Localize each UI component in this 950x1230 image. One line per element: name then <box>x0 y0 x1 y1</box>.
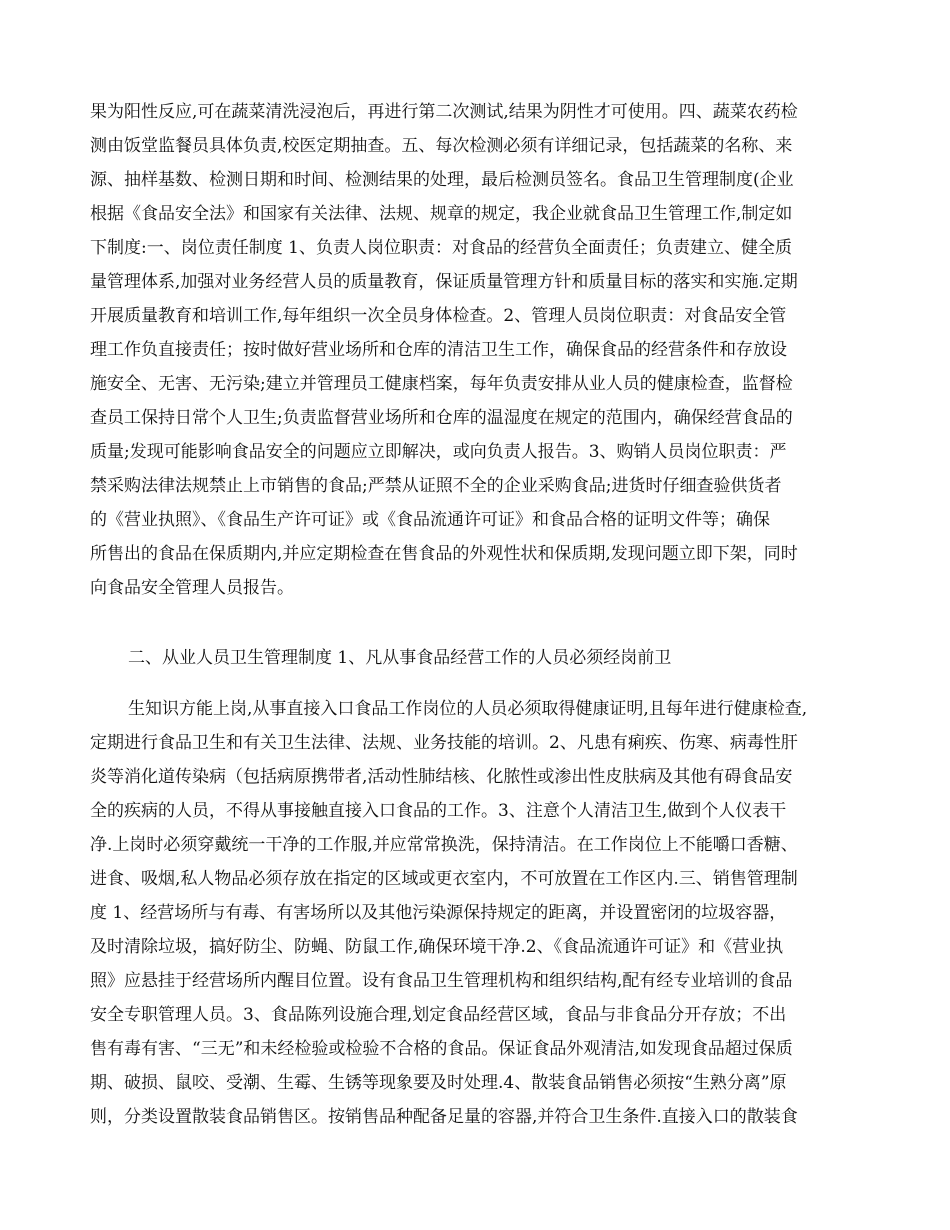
text-line: 禁采购法律法规禁止上市销售的食品;严禁从证照不全的企业采购食品;进货时仔细查验供货者 <box>90 476 782 496</box>
text-line: 查员工保持日常个人卫生;负责监督营业场所和仓库的温湿度在规定的范围内，确保经营食品的 <box>90 408 793 428</box>
text-line: 期、破损、鼠咬、受潮、生霉、生锈等现象要及时处理.4、散装食品销售必须按“生熟分离”原 <box>90 1073 787 1093</box>
text-line: 照》应悬挂于经营场所内醒目位置。设有食品卫生管理机构和组织结构,配有经专业培训的食品 <box>90 971 793 991</box>
paragraph-staff-hygiene <box>90 692 870 1134</box>
text-line: 向食品安全管理人员报告。 <box>90 578 294 598</box>
text-line: 则，分类设置散装食品销售区。按销售品种配备足量的容器,并符合卫生条件.直接入口的散装食 <box>90 1107 798 1127</box>
text-line: 下制度:一、岗位责任制度 1、负责人岗位职责：对食品的经营负全面责任；负责建立、健全质 <box>90 238 792 258</box>
text-line: 度 1、经营场所与有毒、有害场所以及其他污染源保持规定的距离，并设置密闭的垃圾容器， <box>90 903 787 923</box>
text-line: 安全专职管理人员。3、食品陈列设施合理,划定食品经营区域，食品与非食品分开存放；不出 <box>90 1005 787 1025</box>
text-line: 炎等消化道传染病（包括病原携带者,活动性肺结核、化脓性或渗出性皮肤病及其他有碍食品安 <box>90 767 793 787</box>
text-line: 理工作负直接责任；按时做好营业场所和仓库的清洁卫生工作，确保食品的经营条件和存放设 <box>90 340 787 360</box>
heading-line: 二、从业人员卫生管理制度 1、凡从事食品经营工作的人员必须经岗前卫 <box>128 648 672 668</box>
text-line: 质量;发现可能影响食品安全的问题应立即解决，或向负责人报告。3、购销人员岗位职责：严 <box>90 442 787 462</box>
paragraph-food-safety-duties <box>90 95 870 605</box>
text-line: 果为阳性反应,可在蔬菜清洗浸泡后，再进行第二次测试,结果为阴性才可使用。四、蔬菜农药检 <box>90 102 798 122</box>
text-line: 量管理体系,加强对业务经营人员的质量教育，保证质量管理方针和质量目标的落实和实施.定期 <box>90 272 798 292</box>
text-line: 的《营业执照》、《食品生产许可证》或《食品流通许可证》和食品合格的证明文件等；确保 <box>90 510 770 530</box>
text-line: 根据《食品安全法》和国家有关法律、法规、规章的规定，我企业就食品卫生管理工作,制定如 <box>90 204 793 224</box>
text-line: 开展质量教育和培训工作,每年组织一次全员身体检查。2、管理人员岗位职责：对食品安全管 <box>90 306 787 326</box>
text-line: 全的疾病的人员，不得从事接触直接入口食品的工作。3、注意个人清洁卫生,做到个人仪表干 <box>90 801 787 821</box>
text-line: 施安全、无害、无污染;建立并管理员工健康档案，每年负责安排从业人员的健康检查，监督检 <box>90 374 793 394</box>
text-line: 定期进行食品卫生和有关卫生法律、法规、业务技能的培训。2、凡患有痢疾、伤寒、病毒性肝 <box>90 733 798 753</box>
text-line: 售有毒有害、“三无”和未经检验或检验不合格的食品。保证食品外观清洁,如发现食品超过保质 <box>90 1039 793 1059</box>
section-heading-staff-hygiene <box>90 641 870 675</box>
text-line: 所售出的食品在保质期内,并应定期检查在售食品的外观性状和保质期,发现问题立即下架，同时 <box>90 544 798 564</box>
text-line: 源、抽样基数、检测日期和时间、检测结果的处理，最后检测员签名。食品卫生管理制度(企业 <box>90 170 794 190</box>
text-line: 净.上岗时必须穿戴统一干净的工作服,并应常常换洗，保持清洁。在工作岗位上不能嚼口香糖、 <box>90 835 798 855</box>
text-line: 生知识方能上岗,从事直接入口食品工作岗位的人员必须取得健康证明,且每年进行健康检查, <box>128 699 808 719</box>
text-line: 及时清除垃圾，搞好防尘、防蝇、防鼠工作,确保环境干净.2、《食品流通许可证》和《营业执 <box>90 937 784 957</box>
text-line: 测由饭堂监餐员具体负责,校医定期抽查。五、每次检测必须有详细记录，包括蔬菜的名称、来 <box>90 136 793 156</box>
text-line: 进食、吸烟,私人物品必须存放在指定的区域或更衣室内，不可放置在工作区内.三、销售管理制 <box>90 869 798 889</box>
